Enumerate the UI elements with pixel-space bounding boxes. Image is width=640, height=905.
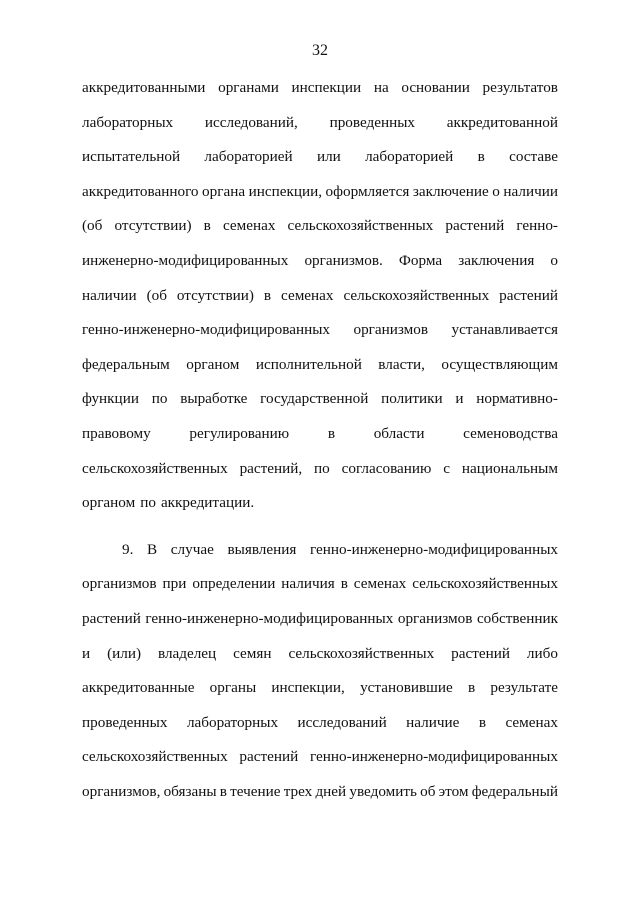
text-line: правовому регулированию в области семеноводства <box>82 424 558 442</box>
text-line: 9. В случае выявления генно-инженерно-модифицированных <box>122 540 558 558</box>
text-line: организмов, обязаны в течение трех дней уведомить об этом федеральный <box>82 782 558 800</box>
paragraph <box>82 78 558 528</box>
text-line: (об отсутствии) в семенах сельскохозяйственных растений генно- <box>82 217 558 235</box>
text-line: и (или) владелец семян сельскохозяйственных растений либо <box>82 644 558 662</box>
text-line: сельскохозяйственных растений, по согласованию с национальным <box>82 459 558 477</box>
text-line: аккредитованные органы инспекции, установившие в результате <box>82 679 558 697</box>
text-line: организмов при определении наличия в семенах сельскохозяйственных <box>82 575 558 593</box>
text-line: органом по аккредитации. <box>82 494 255 512</box>
paragraph <box>82 540 558 817</box>
text-line: аккредитованными органами инспекции на основании результатов <box>82 79 558 96</box>
text-line: лабораторных исследований, проведенных аккредитованной <box>82 113 558 131</box>
text-line: функции по выработке государственной политики и нормативно- <box>82 390 558 408</box>
page-number: 32 <box>312 42 328 59</box>
text-line: растений генно-инженерно-модифицированных организмов собственник <box>82 609 558 627</box>
text-line: федеральным органом исполнительной власти, осуществляющим <box>82 355 558 373</box>
text-line: испытательной лабораторией или лабораторией в составе <box>82 148 558 166</box>
text-line: сельскохозяйственных растений генно-инженерно-модифицированных <box>82 748 558 766</box>
text-line: генно-инженерно-модифицированных организмов устанавливается <box>82 321 558 339</box>
text-line: проведенных лабораторных исследований наличие в семенах <box>82 713 558 731</box>
text-line: инженерно-модифицированных организмов. Форма заключения о <box>82 251 558 269</box>
text-line: наличии (об отсутствии) в семенах сельскохозяйственных растений <box>82 286 558 304</box>
document-body <box>82 78 558 816</box>
text-line: аккредитованного органа инспекции, оформляется заключение о наличии <box>82 182 558 200</box>
